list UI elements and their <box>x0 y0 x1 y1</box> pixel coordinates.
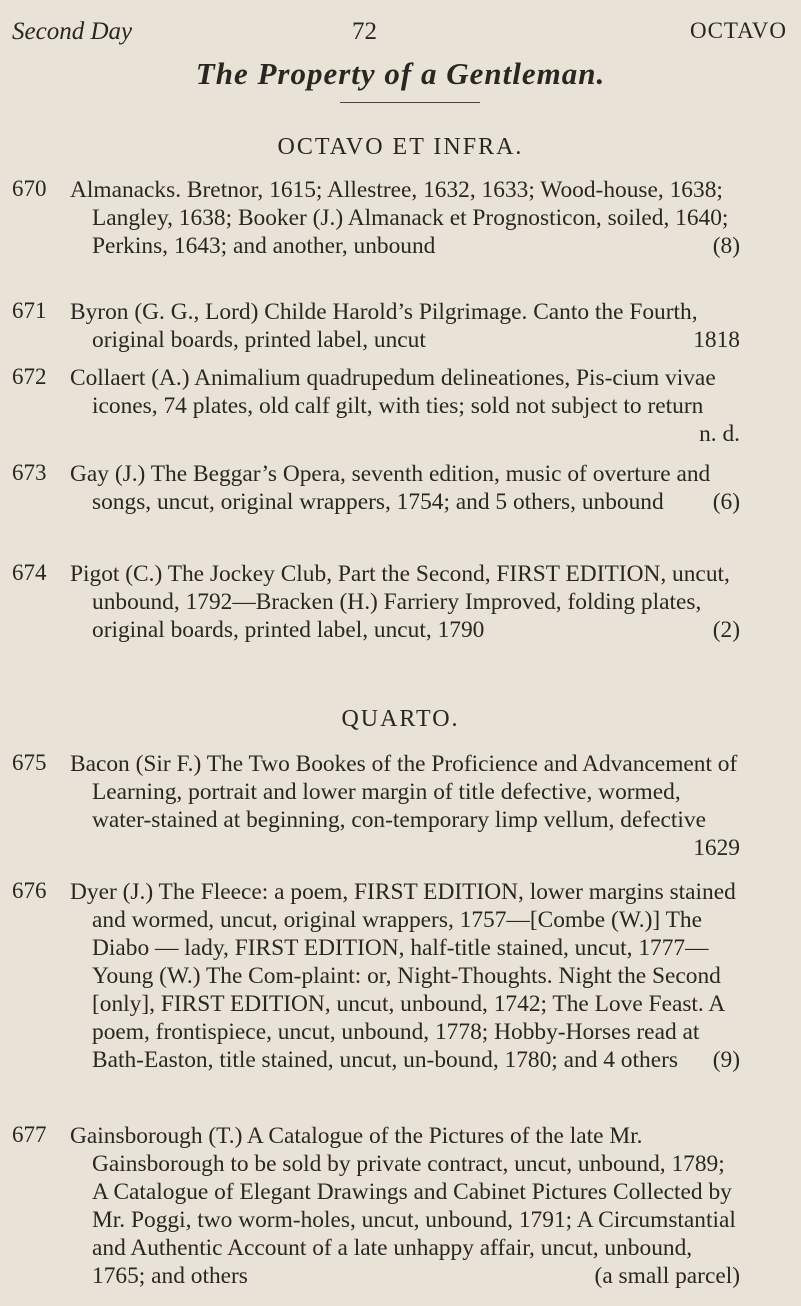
lot-text: Gay (J.) The Beggar’s Opera, seventh edition, music of overture and songs, uncut, original wrappers, 1754; and 5 others, unbound <box>70 461 711 515</box>
lot-quantity: (6) <box>712 489 740 515</box>
lot-number: 674 <box>12 560 47 585</box>
lot-number: 672 <box>12 364 47 389</box>
lot-number: 670 <box>12 176 47 201</box>
lot-quantity: 1629 <box>693 835 740 861</box>
lot-description <box>70 460 740 516</box>
title-rule <box>340 102 480 103</box>
section-heading-octavo: OCTAVO ET INFRA. <box>277 134 524 160</box>
lot-description <box>70 298 740 354</box>
page-title: The Property of a Gentleman. <box>195 56 606 91</box>
lot-text: Collaert (A.) Animalium quadrupedum delineationes, Pis-cium vivae icones, 74 plates, old calf gilt, with ties; sold not subject to return <box>70 365 716 419</box>
lot-number: 671 <box>12 298 47 323</box>
lot-description <box>70 878 740 1074</box>
running-head <box>0 14 801 54</box>
section-heading-quarto: QUARTO. <box>341 706 460 732</box>
lot-quantity: n. d. <box>699 421 740 447</box>
lot-description <box>70 1122 740 1290</box>
lot-quantity: 1818 <box>693 327 740 353</box>
lot-quantity: (2) <box>712 617 740 643</box>
lot-text: Pigot (C.) The Jockey Club, Part the Second, FIRST EDITION, uncut, unbound, 1792—Bracken (H.) Farriery Improved, folding plates, original boards, printed label, uncut, 1790 <box>70 561 730 643</box>
lot-quantity: (8) <box>712 233 740 259</box>
running-head-format: OCTAVO <box>689 18 787 43</box>
lot-description <box>70 364 740 448</box>
lot-description <box>70 176 740 260</box>
page-number: 72 <box>352 18 377 45</box>
lot-quantity: (9) <box>712 1047 740 1073</box>
lot-number: 677 <box>12 1122 47 1147</box>
lot-number: 676 <box>12 878 47 903</box>
running-head-day: Second Day <box>12 18 133 45</box>
lot-number: 673 <box>12 460 47 485</box>
lot-quantity: (a small parcel) <box>594 1263 740 1289</box>
lot-text: Almanacks. Bretnor, 1615; Allestree, 1632, 1633; Wood-house, 1638; Langley, 1638; Booker (J.) Almanack et Prognosticon, soiled, 1640; Perkins, 1643; and another, unbound <box>70 177 729 259</box>
lot-description <box>70 560 740 644</box>
lot-text: Gainsborough (T.) A Catalogue of the Pictures of the late Mr. Gainsborough to be sold by private contract, uncut, unbound, 1789; A Catalogue of Elegant Drawings and Cabinet Pictures Collected by Mr. Poggi, two worm-holes, uncut, unbound, 1791; A Circumstantial and Authentic Account of a late unhappy affair, uncut, unbound, 1765; and others <box>70 1123 736 1289</box>
lot-text: Byron (G. G., Lord) Childe Harold’s Pilgrimage. Canto the Fourth, original boards, printed label, uncut <box>70 299 698 353</box>
lot-description <box>70 750 740 862</box>
lot-text: Dyer (J.) The Fleece: a poem, FIRST EDITION, lower margins stained and wormed, uncut, original wrappers, 1757—[Combe (W.)] The Diabo — lady, FIRST EDITION, half-title stained, uncut, 1777—Young (W.) The Com-plaint: or, Night-Thoughts. Night the Second [only], FIRST EDITION, uncut, unbound, 1742; The Love Feast. A poem, frontispiece, uncut, unbound, 1778; Hobby-Horses read at Bath-Easton, title stained, uncut, un-bound, 1780; and 4 others <box>70 879 736 1073</box>
lot-number: 675 <box>12 750 47 775</box>
lot-text: Bacon (Sir F.) The Two Bookes of the Proficience and Advancement of Learning, portrait and lower margin of title defective, wormed, water-stained at beginning, con-temporary limp vellum, defective <box>70 751 738 833</box>
